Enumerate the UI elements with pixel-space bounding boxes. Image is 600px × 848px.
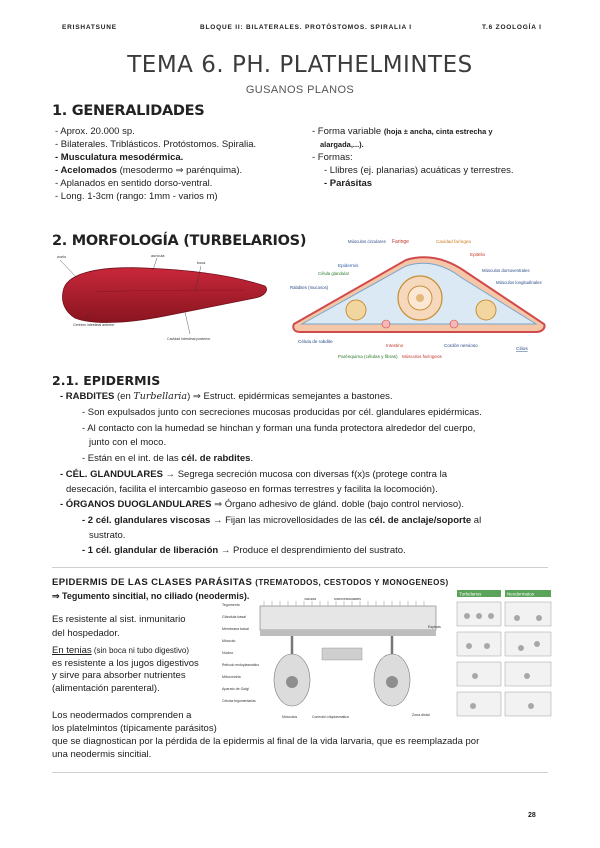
fig3-label: Aparato de Golgi bbox=[222, 687, 249, 691]
cross-section-figure bbox=[286, 232, 551, 372]
section-heading-morfologia: 2. MORFOLOGÍA (TURBELARIOS) bbox=[52, 233, 307, 249]
fig3-label: Conexión citoplasmática bbox=[312, 715, 349, 719]
rabdites-line: - RABDITES (en Turbellaria) ⇒ Estruct. epidérmicas semejantes a bastones. bbox=[60, 391, 393, 402]
rabdites-point-cont: junto con el moco. bbox=[89, 437, 167, 448]
section-heading-generalidades: 1. GENERALIDADES bbox=[52, 103, 205, 119]
rabdites-point: - Al contacto con la humedad se hinchan y forman una funda protectora alrededor del cuerpo, bbox=[82, 423, 476, 434]
fig2-label: Músculos longitudinales bbox=[496, 280, 542, 285]
fig2-label: Cavidad faríngea bbox=[436, 239, 471, 244]
fig1-label: aurícula bbox=[151, 254, 165, 258]
page-subtitle: GUSANOS PLANOS bbox=[245, 84, 355, 96]
panel-label-turbelarios: Turbelarios bbox=[459, 591, 482, 597]
fig2-label: Rabdites (mucosos) bbox=[290, 285, 329, 290]
planaria-figure bbox=[55, 252, 277, 362]
list-item: - Long. 1-3cm (rango: 1mm - varios m) bbox=[55, 191, 218, 202]
fig3-label: Tegumento bbox=[222, 603, 240, 607]
section-heading-parasitas: EPIDERMIS DE LAS CLASES PARÁSITAS (TREMATODOS, CESTODOS Y MONOGENEOS) bbox=[52, 577, 449, 588]
generalidades-left-list bbox=[55, 125, 315, 203]
organos-line: - ÓRGANOS DUOGLANDULARES ⇒ Órgano adhesivo de glánd. doble (bajo control nervioso). bbox=[60, 499, 464, 510]
glandulares-line: - CÉL. GLANDULARES → Segrega secreción mucosa con diversas f(x)s (protege contra la bbox=[60, 469, 447, 480]
fig2-label: Célula glandular bbox=[318, 271, 350, 276]
header-right: T.6 ZOOLOGÍA I bbox=[482, 24, 542, 31]
fig3-label: Músculos bbox=[282, 715, 298, 719]
tenias-text: En tenias (sin boca ni tubo digestivo) es resistente a los jugos digestivos y sirve para absorber nutrientes (alimentación parenteral). bbox=[52, 645, 199, 694]
page-number: 28 bbox=[528, 812, 536, 819]
rabdites-point: - Están en el int. de las cél. de rabdites. bbox=[82, 453, 254, 464]
fig3-label: Células tegumentarias bbox=[222, 699, 256, 703]
glandulares-cont: desecación, facilita el intercambio gaseoso en formas terrestres y facilita la locomoción). bbox=[66, 484, 438, 495]
panel-label-neodermatos: Neodermatos bbox=[507, 591, 535, 597]
list-item: - Aprox. 20.000 sp. bbox=[55, 126, 135, 137]
fig1-label: ocelo bbox=[57, 255, 67, 259]
neodermados-text: Los neodermados comprenden a los platelmintos (típicamente parásitos) que se diagnostican por la pérdida de la epidermis al final de la vida larvaria, que es reemplazada por una neodermis sincitial. bbox=[52, 710, 480, 760]
list-item: - Bilaterales. Triblásticos. Protóstomos. Spiralia. bbox=[55, 139, 257, 150]
list-item: - Acelomados (mesodermo ⇒ parénquima). bbox=[55, 165, 243, 176]
header-center: BLOQUE II: BILATERALES. PROTÓSTOMOS. SPIRALIA I bbox=[200, 24, 412, 31]
divider bbox=[52, 567, 548, 568]
list-item: - Musculatura mesodérmica. bbox=[55, 152, 184, 163]
fig2-label: Cordón nervioso bbox=[444, 343, 478, 348]
fig3-label: Mitocondria bbox=[222, 675, 241, 679]
fig2-label: Cilios bbox=[516, 347, 528, 352]
fig3-label: Microvellosidades bbox=[334, 598, 361, 601]
organos-point-cont: sustrato. bbox=[89, 530, 126, 541]
list-item: - Llibres (ej. planarias) acuáticas y terrestres. bbox=[324, 165, 514, 176]
fig3-label: Zona distal bbox=[412, 713, 430, 717]
neodermis-subtitle: ⇒ Tegumento sincitial, no ciliado (neodermis). bbox=[52, 591, 250, 601]
fig3-label: Glándula basal bbox=[222, 615, 246, 619]
fig1-label: Cavidad intestinal posterior bbox=[167, 337, 211, 341]
list-item: - Forma variable (hoja ± ancha, cinta estrecha y bbox=[312, 126, 493, 137]
comparison-figure bbox=[455, 588, 553, 722]
list-item: - Aplanados en sentido dorso-ventral. bbox=[55, 178, 213, 189]
fig2-label: Faringe bbox=[392, 239, 409, 245]
fig3-label: Membrana basal bbox=[222, 627, 249, 631]
rabdites-point: - Son expulsados junto con secreciones mucosas producidas por cél. glandulares epidérmicas. bbox=[82, 407, 482, 418]
fig2-label: Intestino bbox=[386, 343, 404, 348]
generalidades-right-list bbox=[312, 125, 562, 190]
fig3-label: Espinas bbox=[428, 625, 441, 629]
divider bbox=[52, 772, 548, 773]
header-left: ERISHATSUNE bbox=[62, 24, 117, 31]
list-item: - Parásitas bbox=[324, 178, 373, 189]
fig3-label: Núcleo bbox=[222, 651, 234, 655]
list-item-cont: alargada,...). bbox=[320, 140, 364, 149]
fig3-label: Retículo endoplasmático bbox=[222, 663, 260, 667]
organos-point: - 2 cél. glandulares viscosas → Fijan las microvellosidades de las cél. de anclaje/soporte al bbox=[82, 515, 482, 526]
organos-point: - 1 cél. glandular de liberación → Produce el desprendimiento del sustrato. bbox=[82, 545, 406, 556]
fig2-label: Epitelio bbox=[470, 252, 486, 257]
fig2-label: Músculos dorsoventrales bbox=[482, 268, 530, 273]
fig2-label: Músculos circulares bbox=[348, 239, 386, 244]
fig2-label: Epidermis bbox=[338, 263, 359, 268]
fig1-label: boca bbox=[197, 261, 206, 265]
page-title: TEMA 6. PH. PLATHELMINTES bbox=[127, 52, 473, 78]
fig1-label: Cerebro intestinal anterior bbox=[73, 323, 115, 327]
fig3-label: Músculo bbox=[222, 639, 236, 643]
list-item: - Formas: bbox=[312, 152, 353, 163]
fig2-label: Célula de rabdite bbox=[298, 339, 333, 344]
parasitas-text: Es resistente al sist. inmunitario del hospedador. bbox=[52, 614, 186, 639]
section-heading-epidermis: 2.1. EPIDERMIS bbox=[52, 373, 161, 388]
fig3-label: Vacuola bbox=[304, 598, 317, 601]
fig2-label: Parénquima (células y fibras) bbox=[338, 354, 398, 359]
tegument-figure bbox=[222, 598, 452, 724]
fig2-label: Músculos faríngeos bbox=[402, 354, 442, 359]
